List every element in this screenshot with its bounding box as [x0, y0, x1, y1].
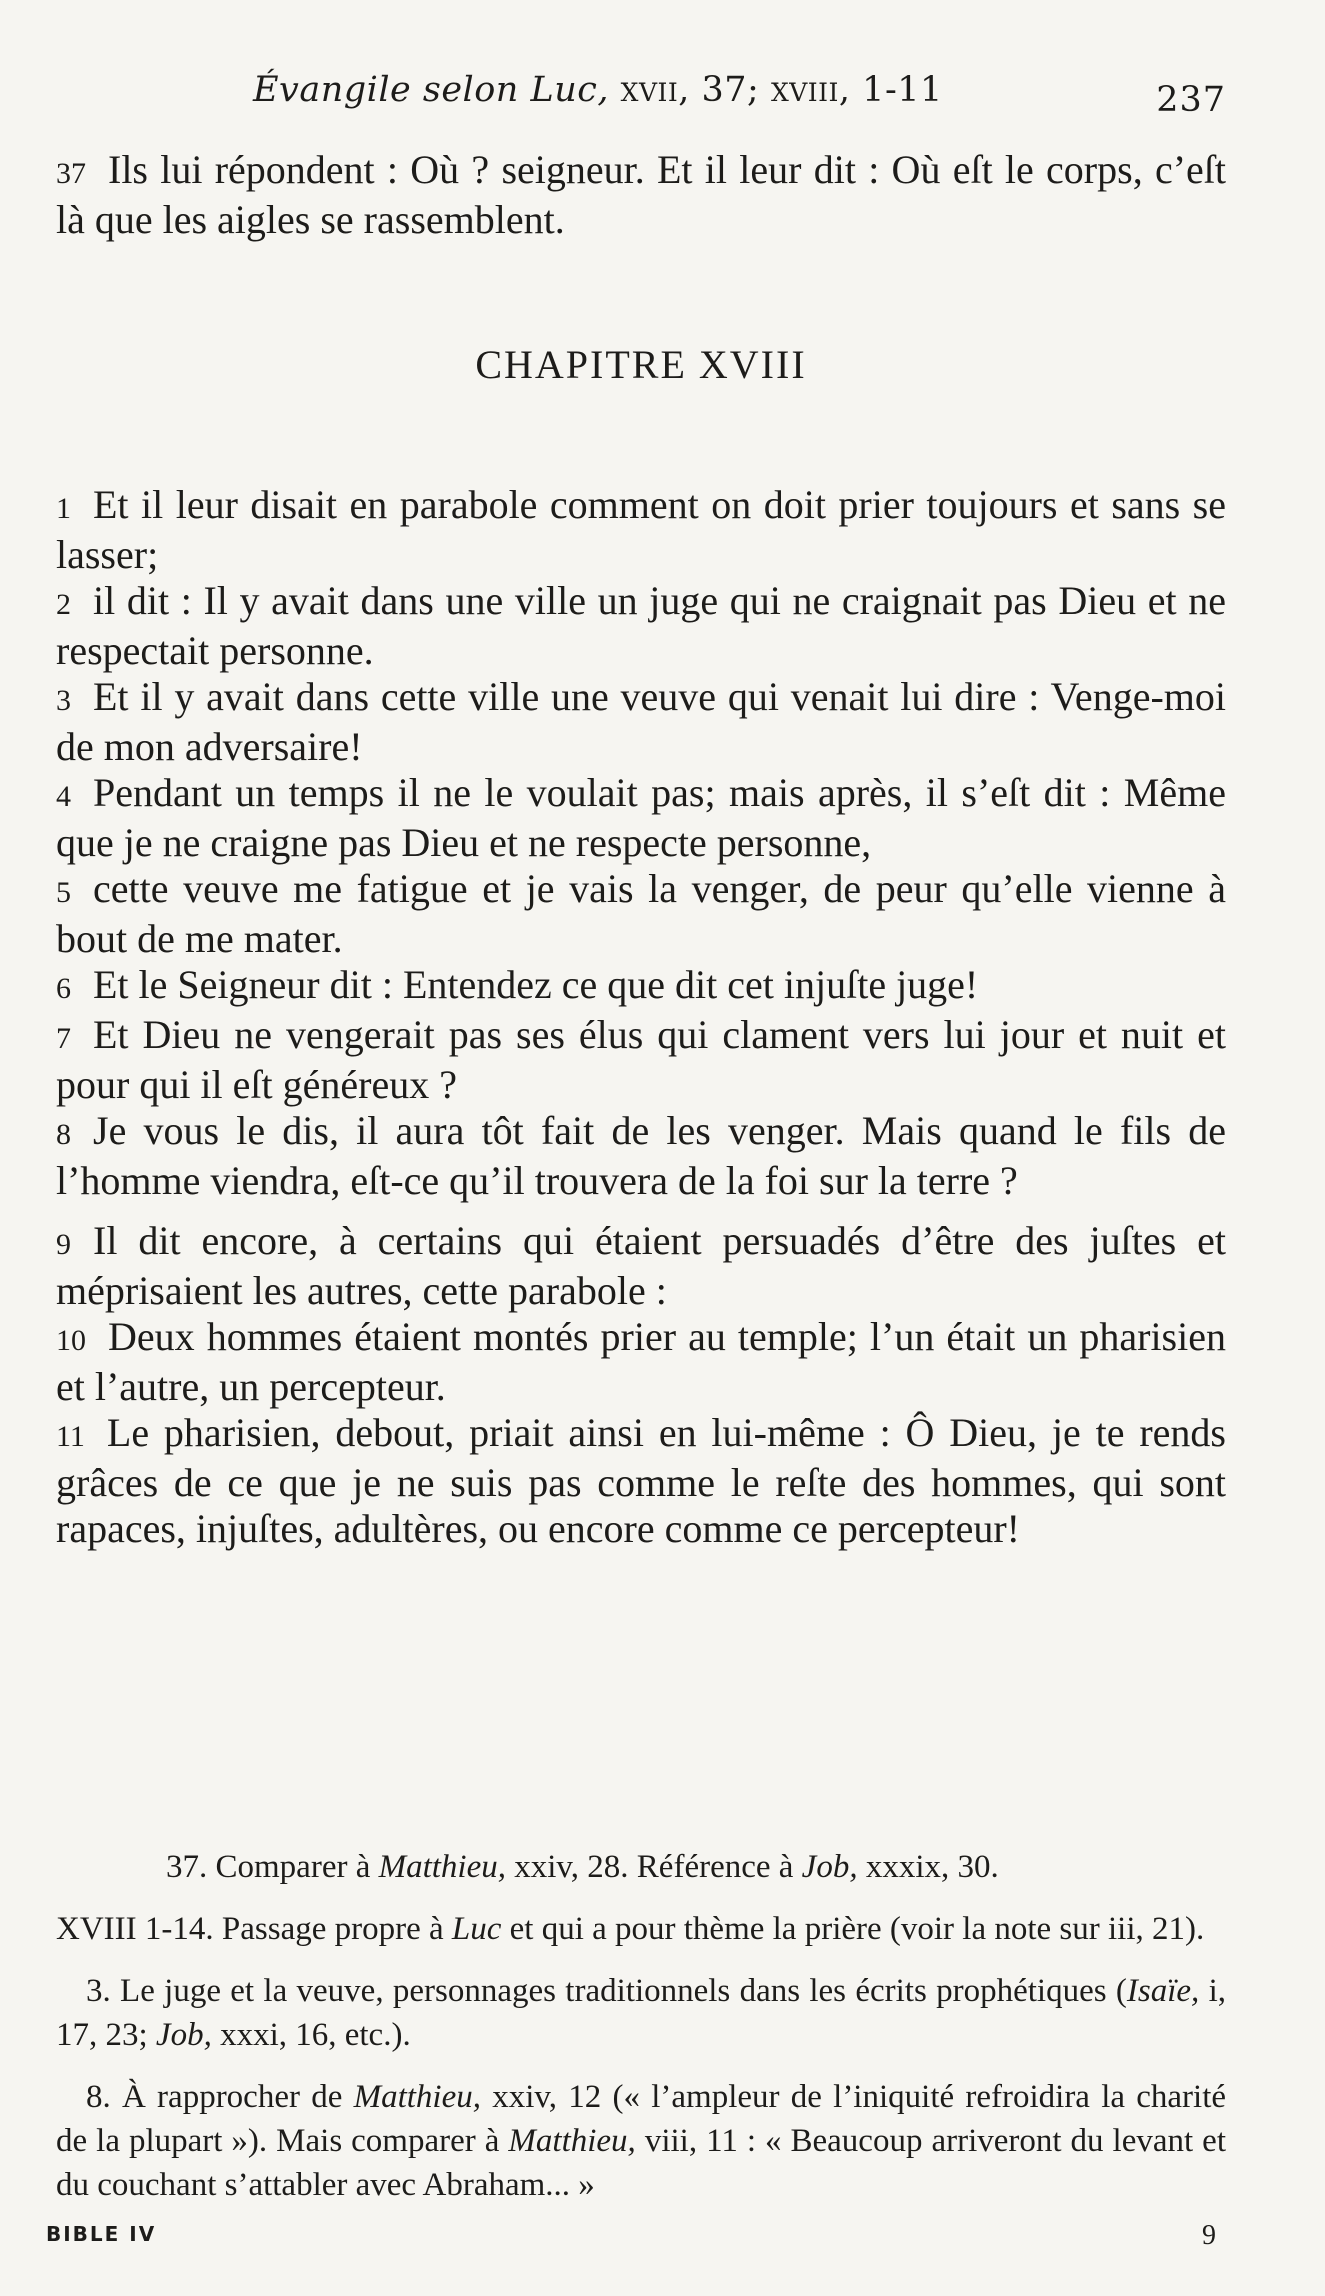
verse-text: il dit : Il y avait dans une ville un juge qui ne craignait pas Dieu et ne respectait personne. — [56, 578, 1226, 673]
note-text: i, 17, 23; — [56, 1973, 1226, 2053]
verse-spacer — [56, 1204, 1226, 1218]
note-text: xxiv, 28. Référence à — [514, 1849, 794, 1885]
note-8 — [56, 2075, 1226, 2207]
book-page — [46, 60, 1227, 2270]
verse-number: 3 — [56, 684, 71, 717]
verse-number: 8 — [56, 1118, 71, 1151]
note-book: Job, — [155, 2017, 212, 2053]
note-xviii — [56, 1907, 1226, 1951]
running-title-book: Évangile selon — [253, 70, 519, 110]
footnotes — [56, 1845, 1226, 2225]
note-book: Matthieu, — [508, 2123, 636, 2159]
verse-text: cette veuve me fatigue et je vais la venger, de peur qu’elle vienne à bout de me mater. — [56, 866, 1226, 961]
running-head — [56, 60, 1226, 120]
running-title-refs: xvii, 37; xviii, 1-11 — [620, 70, 943, 110]
verse-11 — [56, 1410, 1226, 1552]
verse-number: 9 — [56, 1228, 71, 1261]
note-text: viii, 11 : « Beaucoup arriveront du levant et du couchant s’attabler avec Abraham... » — [56, 2123, 1226, 2203]
note-text: xxxix, 30. — [865, 1849, 999, 1885]
verse-number: 4 — [56, 780, 71, 813]
note-3 — [56, 1969, 1226, 2057]
verse-text: Ils lui répondent : Où ? seigneur. Et il leur dit : Où eſt le corps, c’eſt là que les aigles se rassemblent. — [56, 147, 1226, 242]
page-number: 237 — [1156, 80, 1226, 120]
verse-10 — [56, 1314, 1226, 1410]
verse-number: 7 — [56, 1022, 71, 1055]
verse-37 — [56, 147, 1226, 243]
verse-number: 10 — [56, 1324, 86, 1357]
note-book: Matthieu, — [378, 1849, 507, 1885]
verse-6 — [56, 962, 1226, 1012]
running-title — [253, 70, 943, 110]
verse-text: Et Dieu ne vengerait pas ses élus qui clament vers lui jour et nuit et pour qui il eſt généreux ? — [56, 1012, 1226, 1107]
verse-number: 1 — [56, 492, 71, 525]
verse-2 — [56, 578, 1226, 674]
verse-number: 37 — [56, 157, 86, 190]
note-text: xxxi, 16, etc.). — [220, 2017, 411, 2053]
note-book: Isaïe, — [1126, 1973, 1200, 2009]
chapter-heading: CHAPITRE XVIII — [475, 342, 807, 387]
note-text: xxiv, 12 (« l’ampleur de l’iniquité refroidira la charité de la plupart »). Mais comparer à — [56, 2079, 1227, 2159]
verse-7 — [56, 1012, 1226, 1108]
verse-1 — [56, 482, 1226, 578]
verse-9 — [56, 1218, 1226, 1314]
verse-text: Le pharisien, debout, priait ainsi en lui-même : Ô Dieu, je te rends grâces de ce que je ne suis pas comme le reſte des hommes, qui sont rapaces, injuſtes, adultères, ou encore comme ce percepteur! — [56, 1410, 1226, 1551]
body-text — [56, 147, 1226, 1552]
note-text: 37. Comparer à — [166, 1849, 371, 1885]
verse-text: Et il y avait dans cette ville une veuve qui venait lui dire : Venge-moi de mon adversaire! — [56, 674, 1226, 769]
verse-text: Pendant un temps il ne le voulait pas; mais après, il s’eſt dit : Même que je ne craigne pas Dieu et ne respecte personne, — [56, 770, 1226, 865]
note-chapter-label: XVIII — [56, 1911, 137, 1947]
note-book: Job, — [801, 1849, 858, 1885]
verse-text: Il dit encore, à certains qui étaient persuadés d’être des juſtes et méprisaient les autres, cette parabole : — [56, 1218, 1226, 1313]
verse-number: 2 — [56, 588, 71, 621]
note-book: Luc — [451, 1911, 502, 1947]
note-37 — [56, 1845, 1226, 1889]
note-text: 3. Le juge et la veuve, personnages traditionnels dans les écrits prophétiques ( — [86, 1973, 1127, 2009]
footer-sheet-number: 9 — [1202, 2220, 1216, 2251]
running-title-name: Luc, — [530, 70, 609, 110]
footer-signature: BIBLE IV — [46, 2222, 157, 2246]
verse-8 — [56, 1108, 1226, 1204]
verse-number: 11 — [56, 1420, 85, 1453]
verse-5 — [56, 866, 1226, 962]
verse-text: Deux hommes étaient montés prier au temple; l’un était un pharisien et l’autre, un percepteur. — [56, 1314, 1226, 1409]
verse-text: Et le Seigneur dit : Entendez ce que dit cet injuſte juge! — [93, 962, 979, 1007]
note-text: 1-14. Passage propre à — [144, 1911, 444, 1947]
note-text: 8. À rapprocher de — [86, 2079, 343, 2115]
verse-4 — [56, 770, 1226, 866]
note-text: et qui a pour thème la prière (voir la note sur iii, 21). — [509, 1911, 1205, 1947]
verse-number: 5 — [56, 876, 71, 909]
verse-text: Et il leur disait en parabole comment on doit prier toujours et sans se lasser; — [56, 482, 1226, 577]
verse-text: Je vous le dis, il aura tôt fait de les venger. Mais quand le fils de l’homme viendra, eſt-ce qu’il trouvera de la foi sur la terre ? — [56, 1108, 1226, 1203]
note-book: Matthieu, — [353, 2079, 482, 2115]
verse-number: 6 — [56, 972, 71, 1005]
verse-3 — [56, 674, 1226, 770]
